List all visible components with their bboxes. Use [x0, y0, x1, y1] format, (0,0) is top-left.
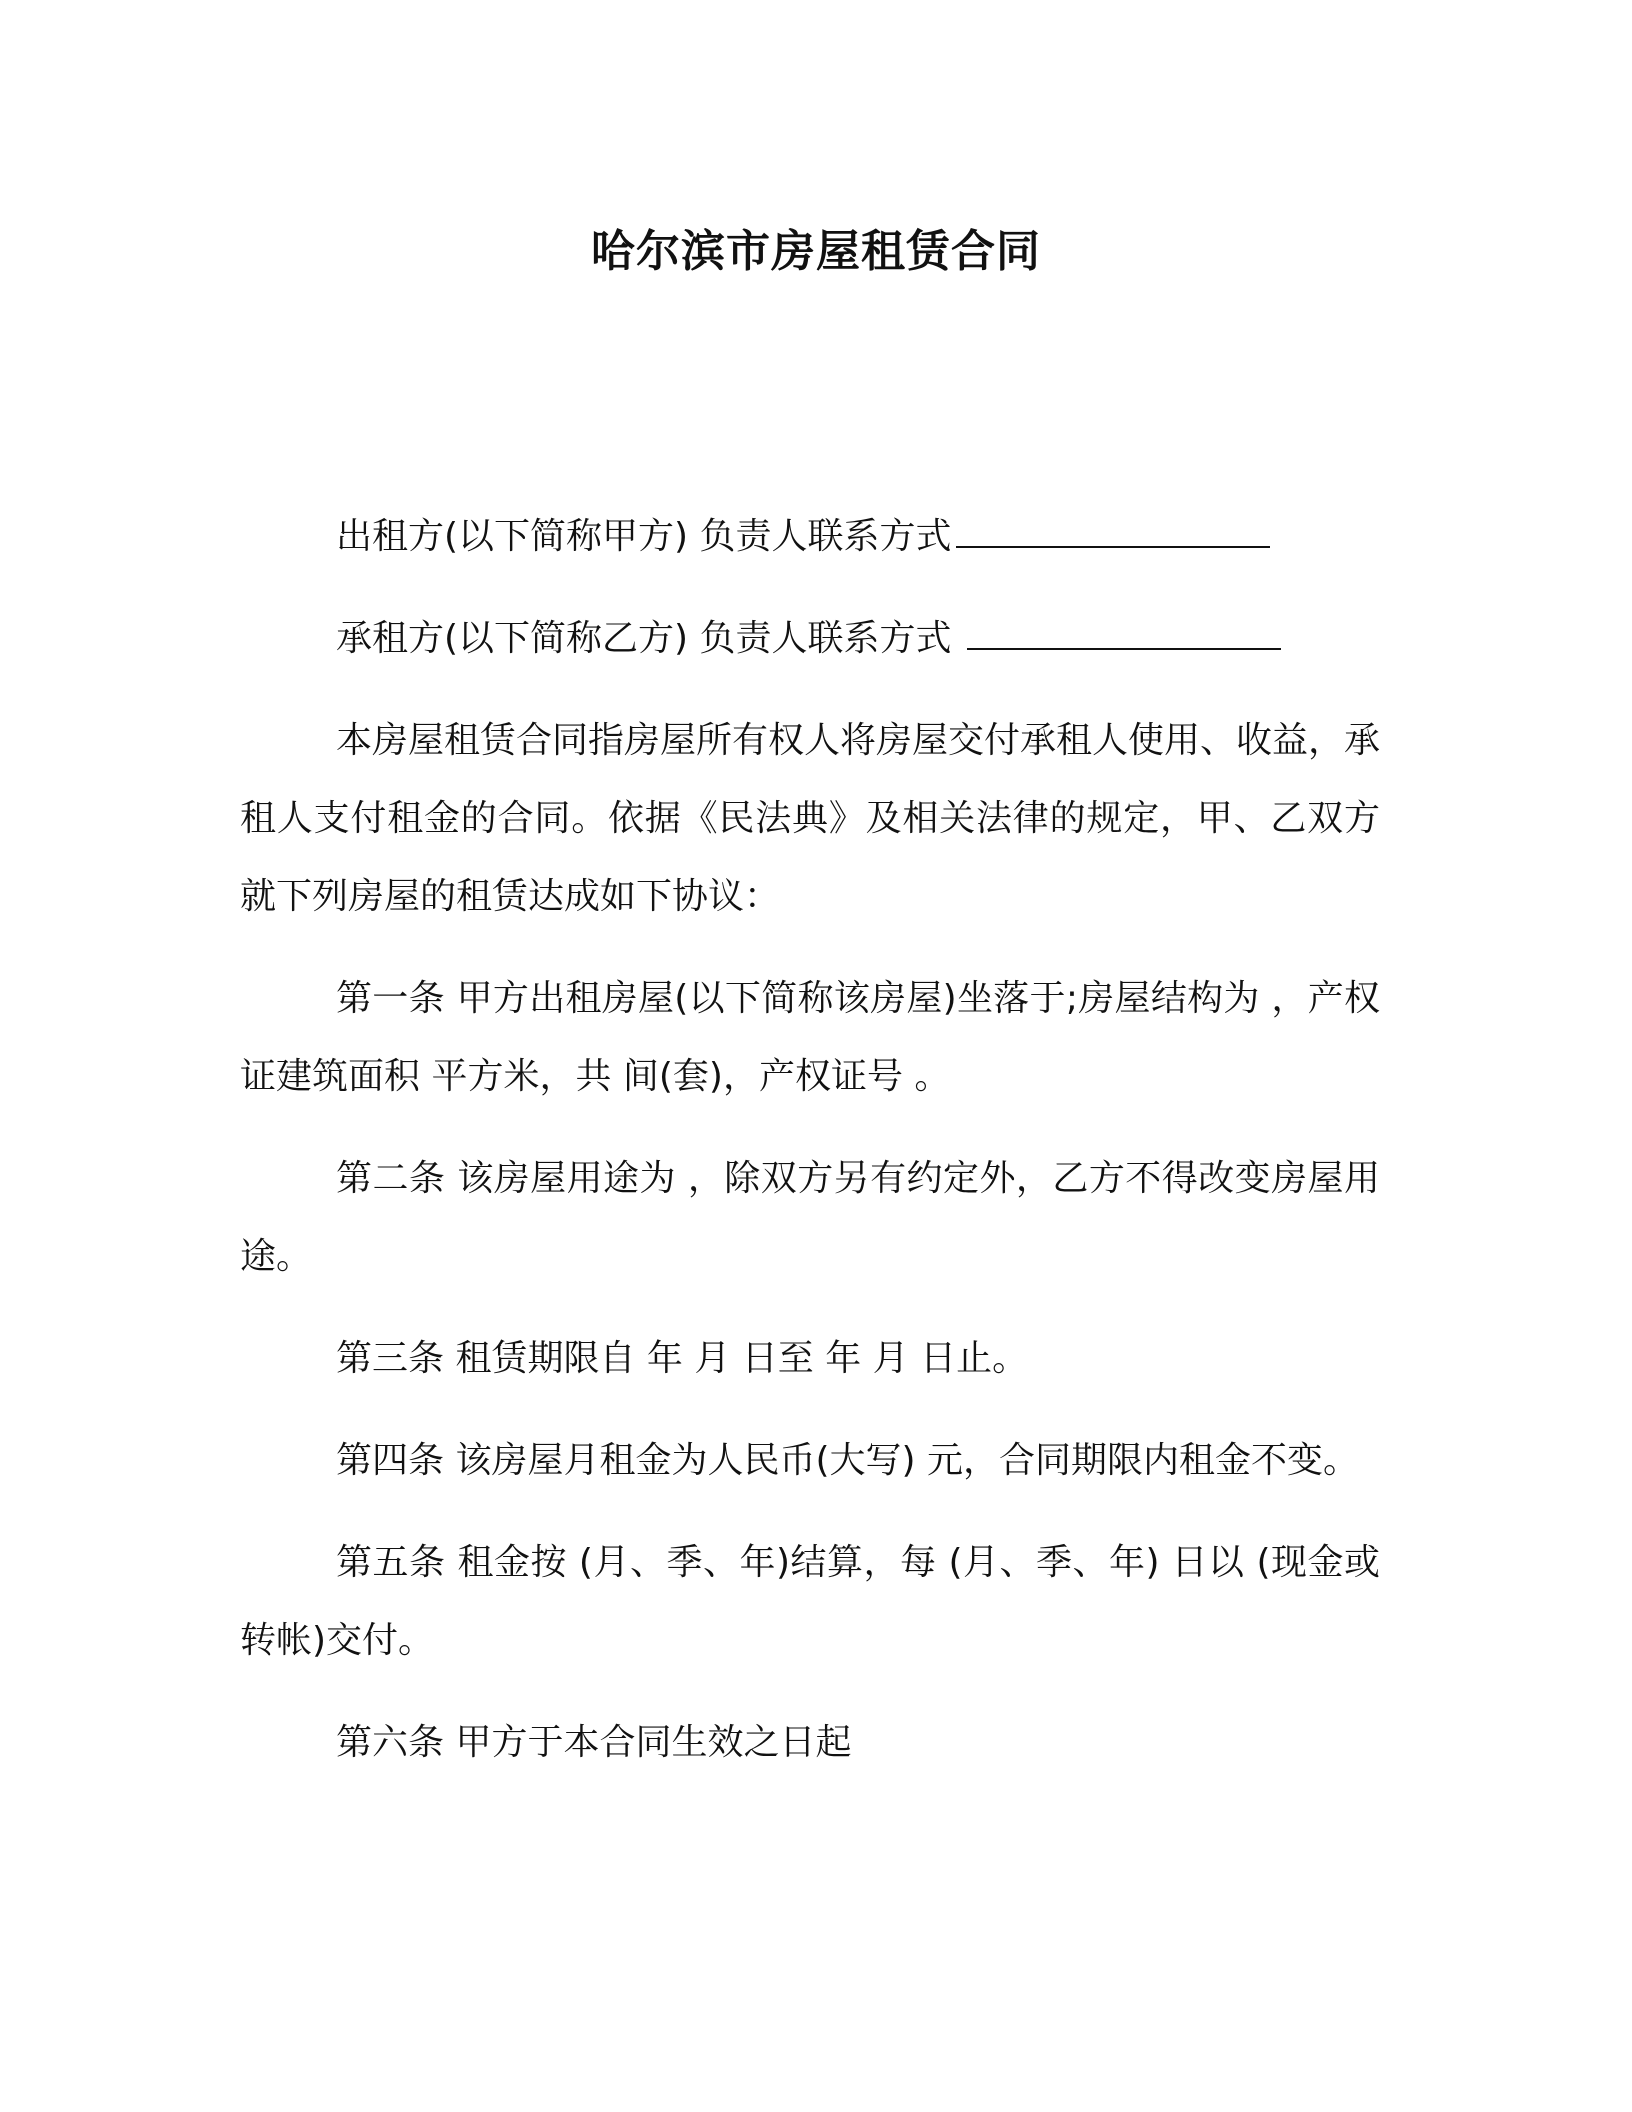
lessor-text: 出租方(以下简称甲方) 负责人联系方式: [336, 516, 952, 557]
lessee-text: 承租方(以下简称乙方) 负责人联系方式: [336, 618, 963, 659]
document-body: [240, 498, 1380, 1806]
article-3: 第三条 租赁期限自 年 月 日至 年 月 日止。: [336, 1338, 1029, 1379]
document-title: 哈尔滨市房屋租赁合同: [591, 226, 1041, 277]
lessee-contact-blank: [967, 618, 1281, 650]
preamble-paragraph: 本房屋租赁合同指房屋所有权人将房屋交付承租人使用、收益，承租人支付租金的合同。依据《民法典》及相关法律的规定，甲、乙双方就下列房屋的租赁达成如下协议：: [240, 720, 1381, 917]
lessee-line: [240, 600, 1380, 678]
article-2: 第二条 该房屋用途为 ，除双方另有约定外，乙方不得改变房屋用途。: [240, 1158, 1380, 1277]
article-1: 第一条 甲方出租房屋(以下简称该房屋)坐落于;房屋结构为 ，产权证建筑面积 平方米，共 间(套)，产权证号 。: [240, 978, 1380, 1097]
article-4: 第四条 该房屋月租金为人民币(大写) 元，合同期限内租金不变。: [336, 1440, 1359, 1481]
article-5: 第五条 租金按 (月、季、年)结算，每 (月、季、年) 日以 (现金或转帐)交付。: [240, 1542, 1380, 1661]
lessor-contact-blank: [956, 516, 1270, 548]
lessor-line: [240, 498, 1380, 576]
article-6: 第六条 甲方于本合同生效之日起: [336, 1722, 852, 1763]
